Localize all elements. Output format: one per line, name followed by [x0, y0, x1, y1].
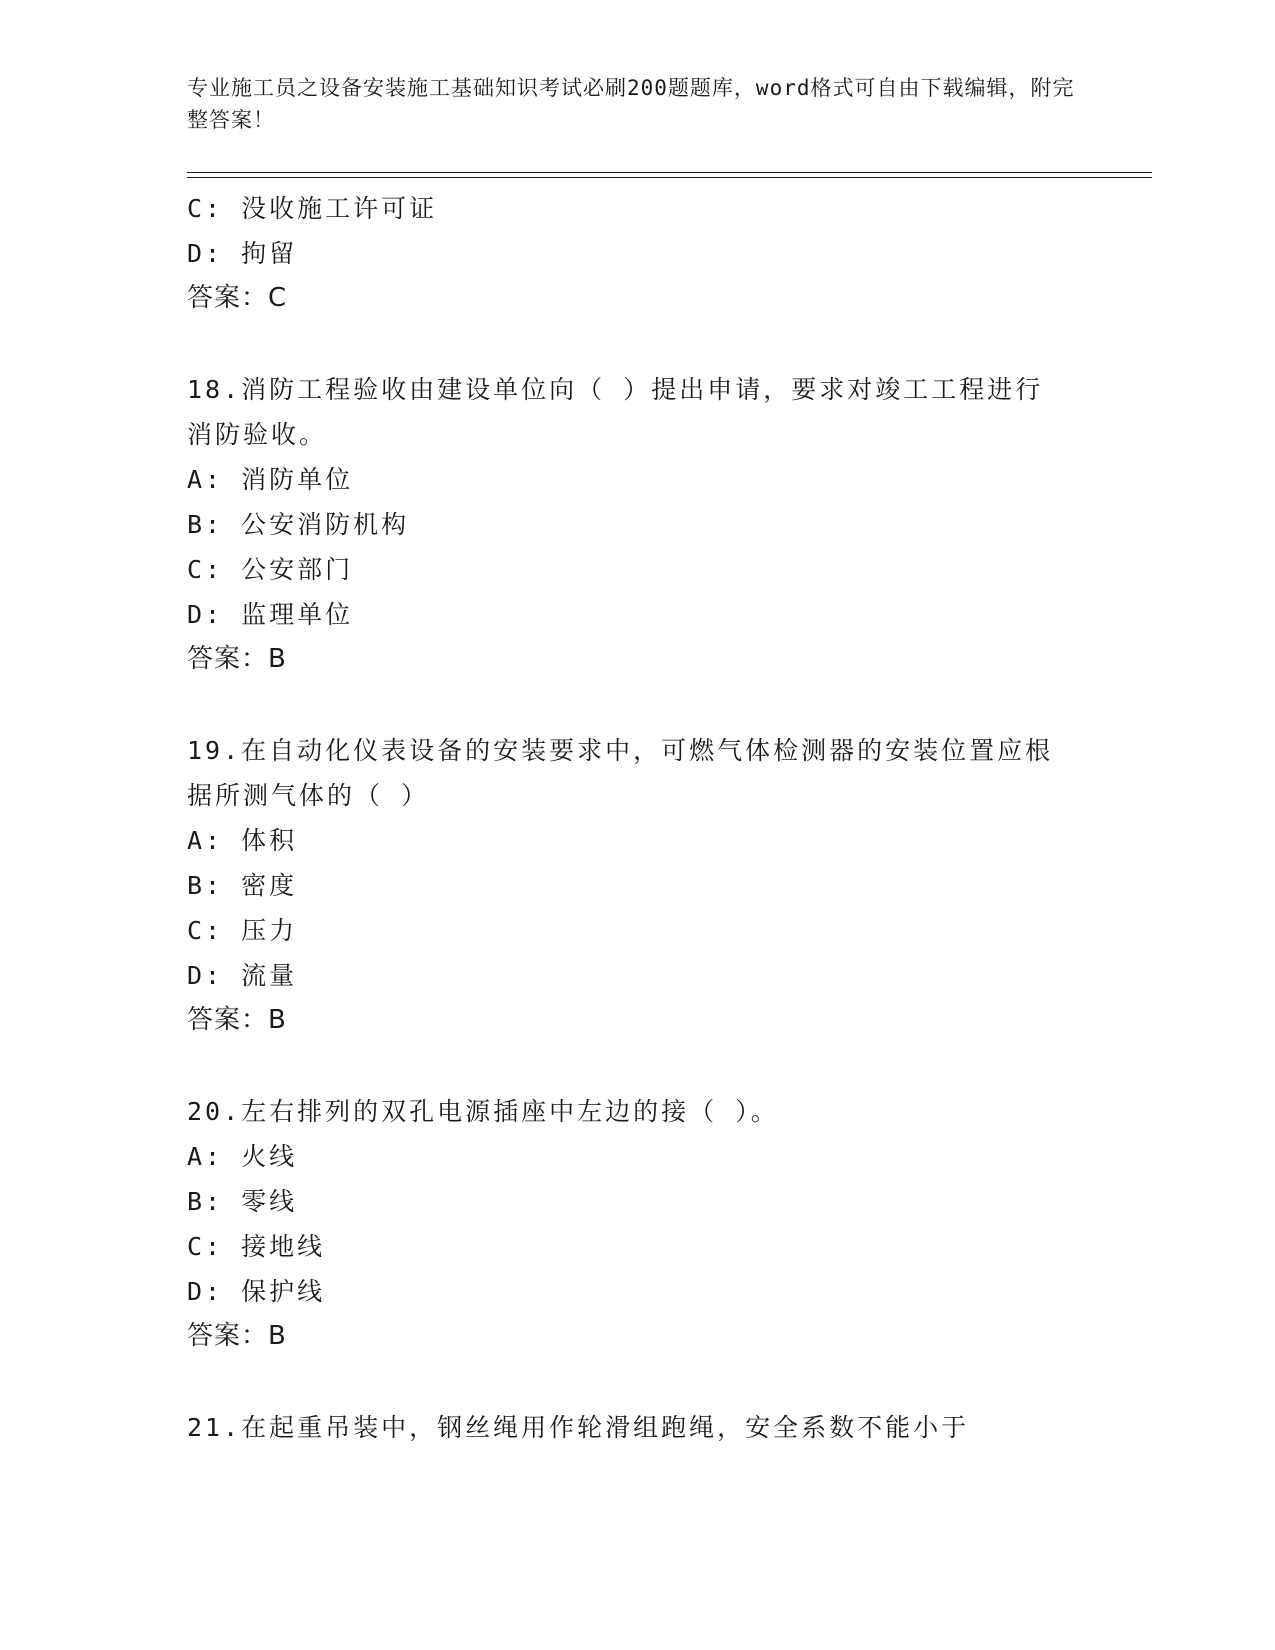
question-stem: 21.在起重吊装中，钢丝绳用作轮滑组跑绳，安全系数不能小于 — [187, 1413, 970, 1442]
spacer — [187, 1359, 1087, 1405]
option-line: B: 零线 — [187, 1187, 298, 1216]
question-fragment — [187, 186, 1087, 321]
document-header — [187, 72, 1087, 136]
answer-line: 答案：C — [187, 283, 288, 313]
document-body — [187, 186, 1087, 1450]
option-line: C: 公安部门 — [187, 555, 354, 584]
question-21 — [187, 1405, 1087, 1450]
question-20 — [187, 1089, 1087, 1359]
option-line: C: 没收施工许可证 — [187, 194, 438, 223]
header-rule-bottom — [187, 177, 1152, 178]
spacer — [187, 321, 1087, 367]
answer-line: 答案：B — [187, 1321, 287, 1351]
answer-line: 答案：B — [187, 644, 287, 674]
document-title: 专业施工员之设备安装施工基础知识考试必刷200题题库，word格式可自由下载编辑，附完整答案！ — [187, 76, 1075, 132]
option-line: A: 体积 — [187, 826, 298, 855]
option-line: B: 公安消防机构 — [187, 510, 410, 539]
spacer — [187, 1043, 1087, 1089]
header-rule-top — [187, 172, 1152, 173]
question-stem: 据所测气体的（ ） — [187, 781, 430, 810]
option-line: D: 保护线 — [187, 1277, 326, 1306]
option-line: C: 接地线 — [187, 1232, 326, 1261]
question-stem: 消防验收。 — [187, 420, 328, 449]
spacer — [187, 682, 1087, 728]
option-line: C: 压力 — [187, 916, 298, 945]
answer-line: 答案：B — [187, 1005, 287, 1035]
question-stem: 18.消防工程验收由建设单位向（ ）提出申请，要求对竣工工程进行 — [187, 375, 1044, 404]
option-line: A: 消防单位 — [187, 465, 354, 494]
question-stem: 19.在自动化仪表设备的安装要求中，可燃气体检测器的安装位置应根 — [187, 736, 1054, 765]
question-stem: 20.左右排列的双孔电源插座中左边的接（ ）。 — [187, 1097, 779, 1126]
question-19 — [187, 728, 1087, 1043]
option-line: B: 密度 — [187, 871, 298, 900]
option-line: D: 监理单位 — [187, 600, 354, 629]
option-line: A: 火线 — [187, 1142, 298, 1171]
option-line: D: 拘留 — [187, 239, 298, 268]
option-line: D: 流量 — [187, 961, 298, 990]
question-18 — [187, 367, 1087, 682]
